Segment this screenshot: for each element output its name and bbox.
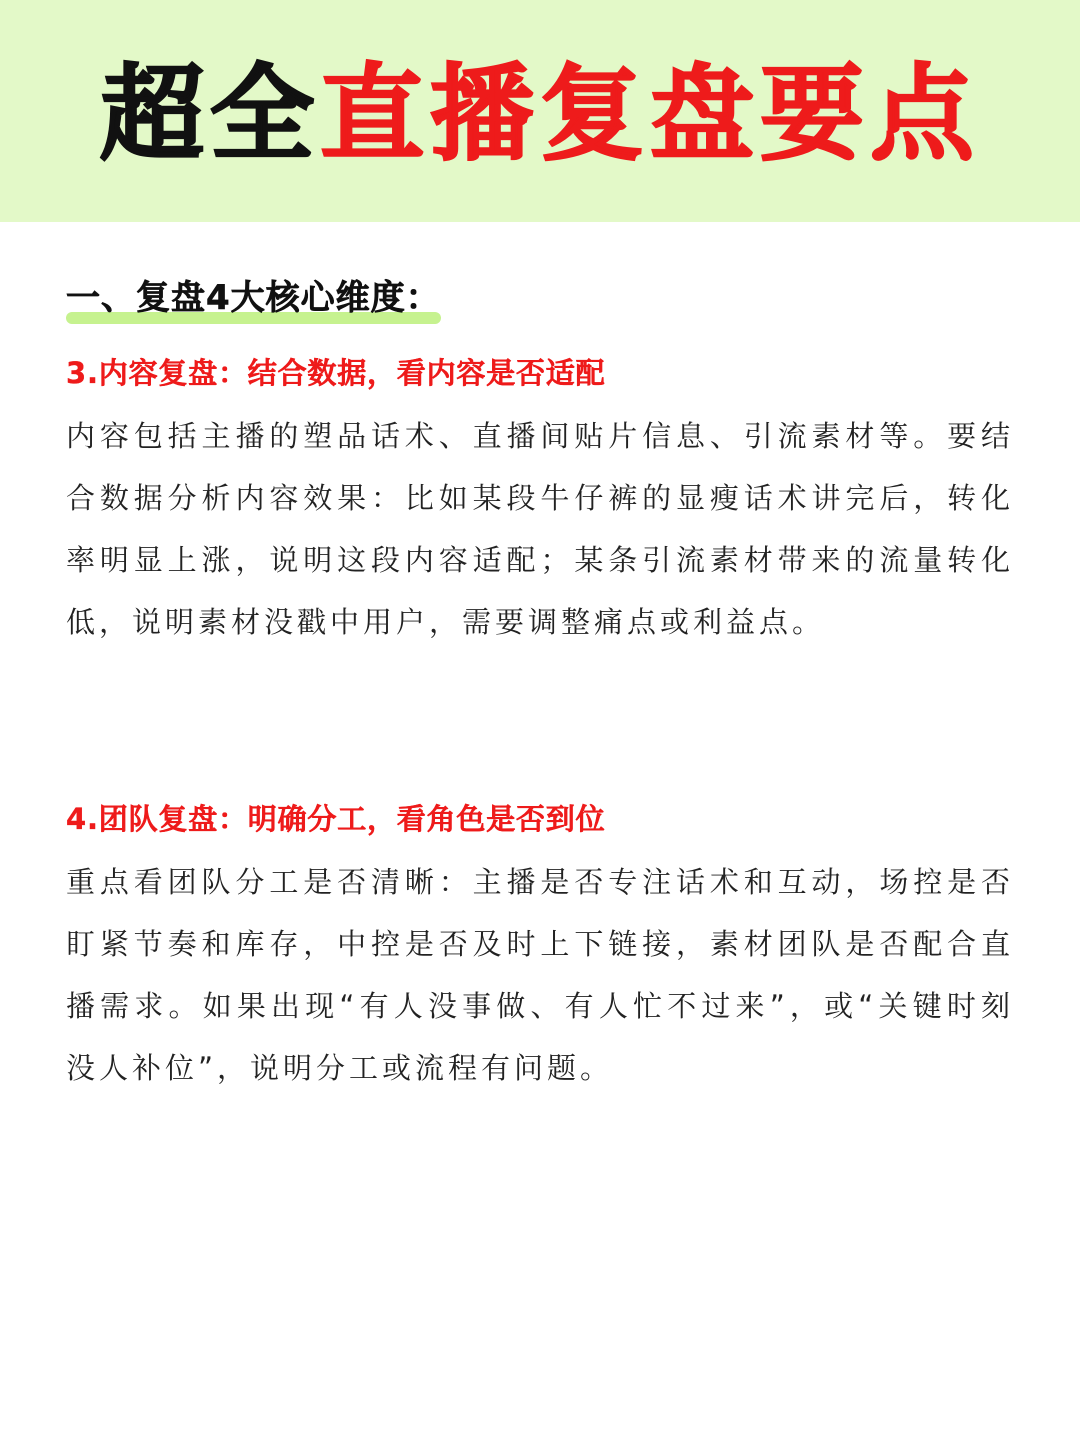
title-banner (0, 0, 1080, 222)
section-heading: 一、复盘4大核心维度： (66, 278, 441, 318)
point-4-body: 重点看团队分工是否清晰：主播是否专注话术和互动，场控是否盯紧节奏和库存，中控是否及时上下链接，素材团队是否配合直播需求。如果出现“有人没事做、有人忙不过来”，或“关键时刻没人补位”，说明分工或流程有问题。 (66, 865, 1014, 1085)
section-heading-block (66, 276, 441, 320)
point-3-heading: 3.内容复盘：结合数据，看内容是否适配 (66, 356, 606, 390)
title-black-part: 超全 (99, 53, 320, 175)
page-title (99, 53, 981, 175)
title-red-part: 直播复盘要点 (320, 53, 981, 175)
point-3-body: 内容包括主播的塑品话术、直播间贴片信息、引流素材等。要结合数据分析内容效果：比如某段牛仔裤的显瘦话术讲完后，转化率明显上涨，说明这段内容适配；某条引流素材带来的流量转化低，说明素材没戳中用户，需要调整痛点或利益点。 (66, 419, 1014, 639)
article-content (0, 222, 1080, 1099)
point-4-heading: 4.团队复盘：明确分工，看角色是否到位 (66, 802, 606, 836)
